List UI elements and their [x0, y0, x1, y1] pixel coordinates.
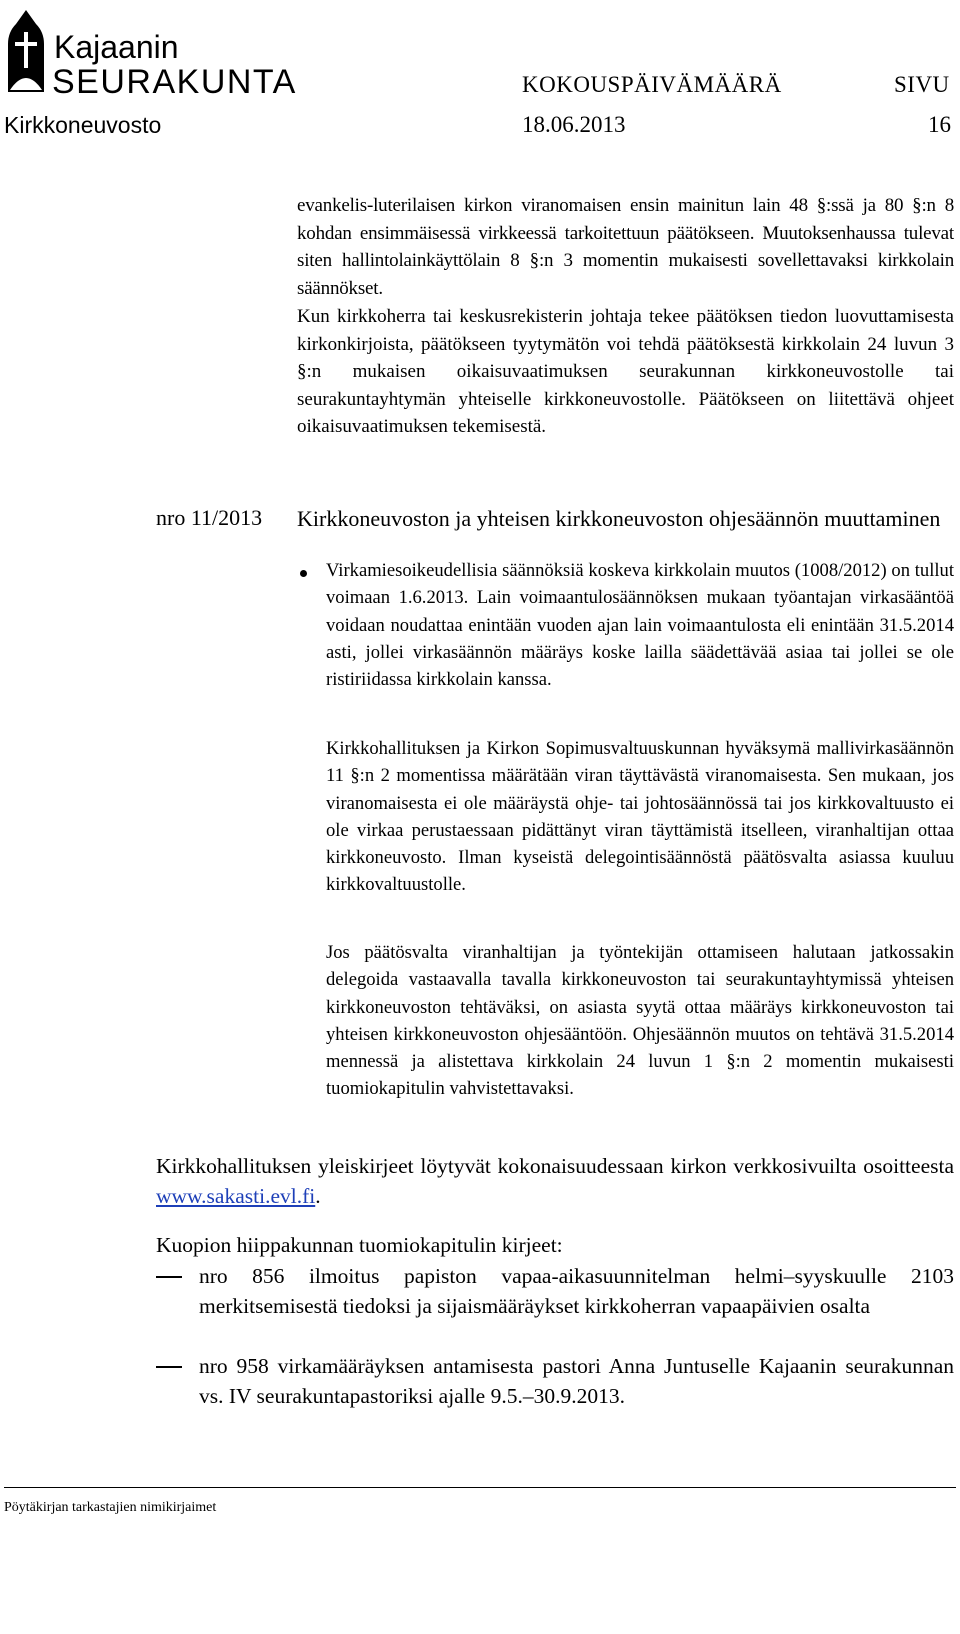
church-cross-logo-icon — [4, 6, 334, 98]
header-page-label: SIVU — [894, 72, 950, 97]
dash-icon — [156, 1366, 182, 1368]
intro-paragraph-2: Kun kirkkoherra tai keskusrekisterin johtaja tekee päätöksen tiedon luovuttamisesta kirkonkirjoista, päätökseen tyytymätön voi tehdä päätöksestä kirkkolain 24 luvun 3 §:n mukaisen oikaisuvaatimuksen seurakunnan kirkkoneuvostolle tai seurakuntayhtymän yhteiselle kirkkoneuvostolle. Päätökseen on liitettävä ohjeet oikaisuvaatimuksen tekemisestä. — [297, 306, 954, 437]
sakasti-link[interactable]: www.sakasti.evl.fi — [156, 1184, 316, 1208]
header-org-name: Kirkkoneuvosto — [4, 112, 162, 138]
section-paragraph-2: Kirkkohallituksen ja Kirkon Sopimusvaltuuskunnan hyväksymä mallivirkasäännön 11 §:n 2 momentissa määrätään viran täyttävästä viranomaisesta. Sen mukaan, jos viranomaisesta ei ole määräystä ohje- tai johtosäännössä tai jos kirkkovaltuusto ei ole virkaa perustaessaan pidättänyt viran täyttämistä itselleen, viranhaltijan ottaa kirkkoneuvosto. Ilman kyseistä delegointisäännöstä päätösvalta asiassa kuuluu kirkkovaltuustolle. — [326, 738, 954, 896]
letter-item: nro 856 ilmoitus papiston vapaa-aikasuunnitelman helmi–syyskuulle 2103 merkitsemisestä tiedoksi ja sijaismääräykset kirkkoherran vapaapäivien osalta — [199, 1264, 954, 1318]
dash-icon — [156, 1276, 182, 1278]
intro-paragraph-1: evankelis-luterilaisen kirkon viranomaisen ensin mainitun lain 48 §:ssä ja 80 §:n 8 kohdan ensimmäisessä virkkeessä tarkoitettuun päätökseen. Muutoksenhaussa tulevat siten hallintolainkäyttölain 8 §:n 3 momentin mukaisesti sovellettavaksi kirkkolain säännökset. — [297, 195, 954, 299]
header-date-label: KOKOUSPÄIVÄMÄÄRÄ — [522, 72, 782, 97]
logo-line2: SEURAKUNTA — [52, 63, 297, 98]
footer-divider — [4, 1487, 956, 1488]
general-text-after: . — [315, 1184, 321, 1208]
general-text-before: Kirkkohallituksen yleiskirjeet löytyvät kokonaisuudessaan kirkon verkkosivuilta osoitteesta — [156, 1154, 954, 1178]
footer-text: Pöytäkirjan tarkastajien nimikirjaimet — [4, 1500, 217, 1515]
logo-line1: Kajaanin — [54, 29, 179, 65]
general-letters-paragraph — [156, 1151, 954, 1211]
bullet-icon — [300, 570, 307, 577]
section-bullet-paragraph: Virkamiesoikeudellisia säännöksiä koskeva kirkkolain muutos (1008/2012) on tullut voimaan 1.6.2013. Lain voimaantulosäännöksen mukaan työantajan virkasääntöä voidaan noudattaa enintään vuoden ajan lain voimaantulosta eli enintään 31.5.2014 asti, jollei virkasäännön määräys koske lailla säädettävää asiaa tai jollei se ole ristiriidassa kirkkolain kanssa. — [326, 560, 954, 691]
section-number: nro 11/2013 — [156, 505, 263, 530]
church-logo — [4, 6, 334, 98]
letter-item: nro 958 virkamääräyksen antamisesta pastori Anna Juntuselle Kajaanin seurakunnan vs. IV seurakuntapastoriksi ajalle 9.5.–30.9.2013. — [199, 1354, 954, 1408]
letters-heading: Kuopion hiippakunnan tuomiokapitulin kirjeet: — [156, 1233, 563, 1257]
section-title: Kirkkoneuvoston ja yhteisen kirkkoneuvoston ohjesäännön muuttaminen — [297, 506, 941, 531]
header-date: 18.06.2013 — [522, 112, 626, 137]
header-page-number: 16 — [928, 112, 951, 137]
section-paragraph-3: Jos päätösvalta viranhaltijan ja työntekijän ottamiseen halutaan jatkossakin delegoida vastaavalla tavalla kirkkoneuvoston tai seurakuntayhtymissä yhteisen kirkkoneuvoston tehtäväksi, on asiasta syytä ottaa määräys kirkkoneuvoston tai yhteisen kirkkoneuvoston ohjesääntöön. Ohjesäännön muutos on tehtävä 31.5.2014 mennessä ja alistettava kirkkolain 24 luvun 1 §:n 2 momentin mukaisesti tuomiokapitulin vahvistettavaksi. — [326, 942, 954, 1100]
